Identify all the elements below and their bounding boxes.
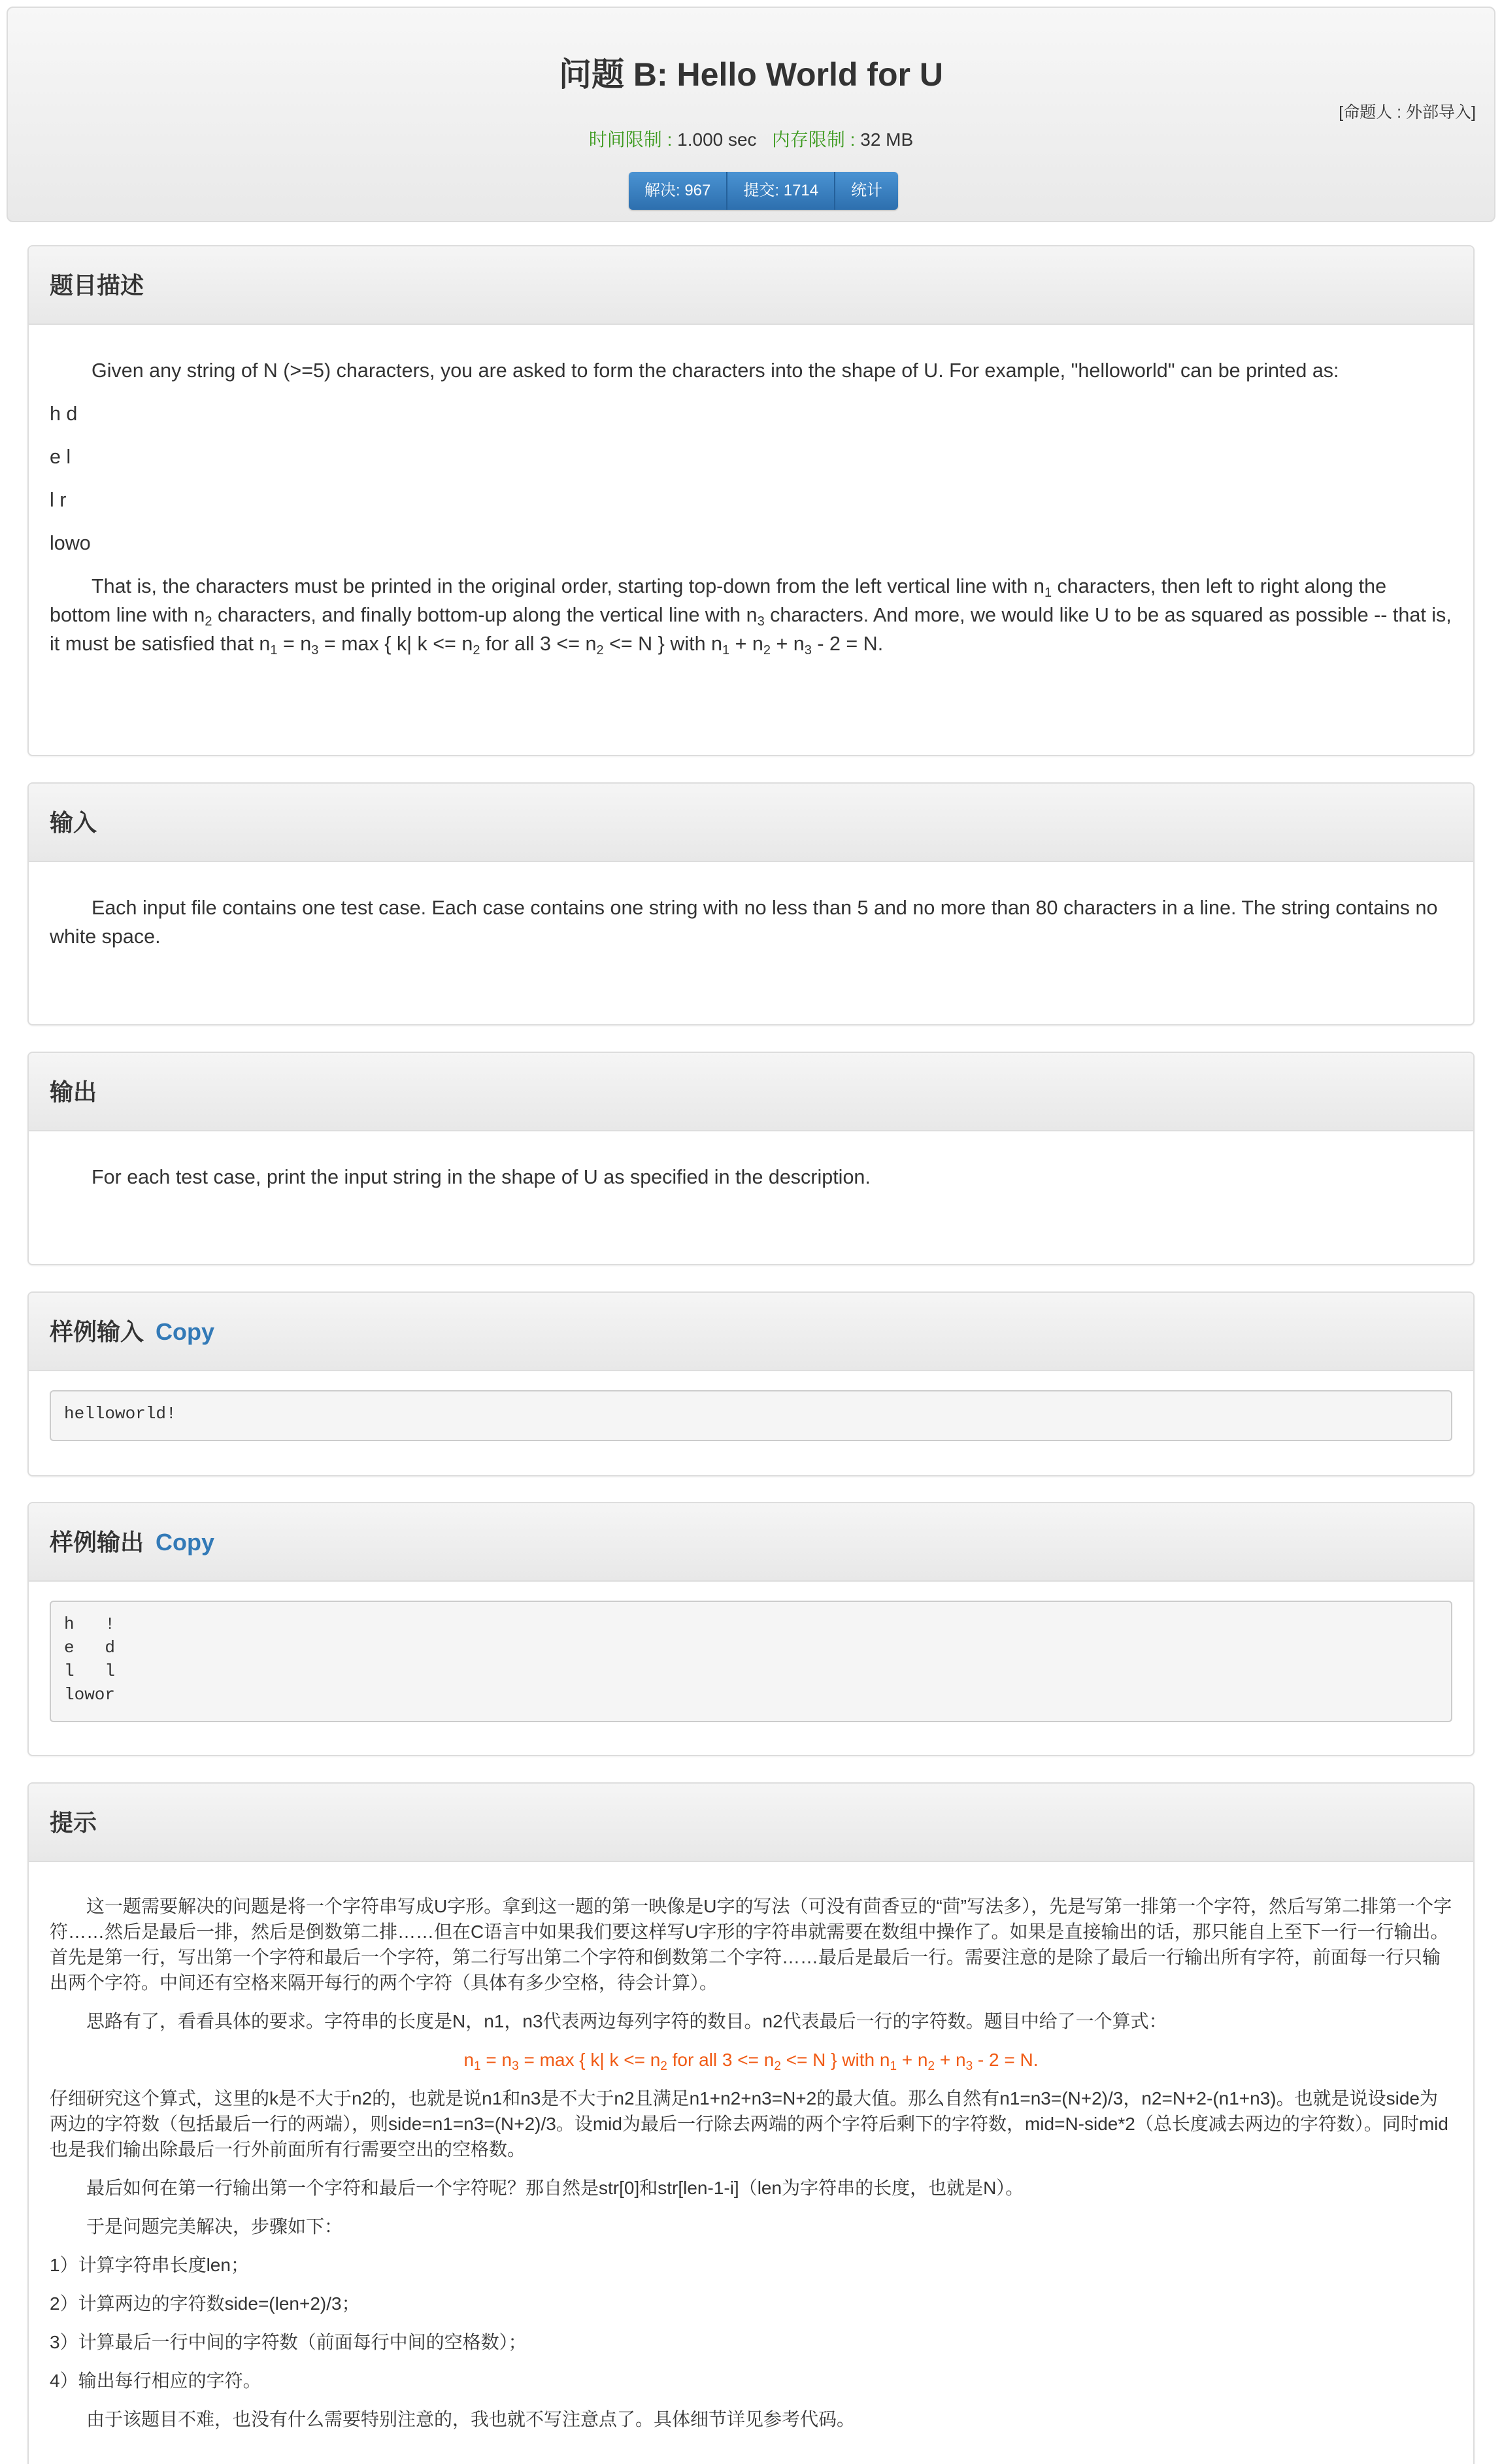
subscript: 3	[512, 2059, 519, 2073]
hint-step: 1）计算字符串长度len；	[50, 2255, 249, 2275]
hint-paragraph: 这一题需要解决的问题是将一个字符串写成U字形。拿到这一题的第一映像是U字的写法（可没有茴香豆的“茴”写法多），先是写第一排第一个字符，然后写第二排第一个字符……然后是最后一排，然后是倒数第二排……但在C语言中如果我们要这样写U字形的字符串就需要在数组中操作了。如果是直接输出的话，那只能自上至下一行一行输出。首先是第一行，写出第一个字符和最后一个字符，第二行写出第二个字符和倒数第二个字符……最后是最后一行。需要注意的是除了最后一行输出所有字符，前面每一行只输出两个字符。中间还有空格来隔开每行的两个字符（具体有多少空格，待会计算）。	[50, 1896, 1452, 1993]
memory-limit-value: 32 MB	[860, 129, 914, 150]
subscript: 1	[722, 643, 730, 658]
text-run: + n	[771, 633, 805, 655]
output-text: For each test case, print the input string in the shape of U as specified in the description.	[92, 1166, 871, 1188]
text-run: = max { k| k <= n	[518, 2050, 661, 2070]
statistics-button[interactable]: 统计	[835, 172, 898, 210]
text-run: - 2 = N.	[811, 633, 884, 655]
input-heading: 输入	[29, 784, 1473, 862]
hint-paragraph: 思路有了，看看具体的要求。字符串的长度是N，n1，n3代表两边每列字符的数目。n2代表最后一行的字符数。题目中给了一个算式：	[86, 2011, 1167, 2031]
hint-paragraph: 最后如何在第一行输出第一个字符和最后一个字符呢？那自然是str[0]和str[len-1-i]（len为字符串的长度，也就是N）。	[86, 2178, 1024, 2198]
output-panel	[27, 1052, 1475, 1265]
text-run: characters, then left to right along the bottom line with n	[50, 575, 1387, 626]
hint-panel	[27, 1782, 1475, 2464]
stats-button-group	[629, 172, 898, 210]
subscript: 1	[890, 2059, 897, 2073]
text-run: = n	[480, 2050, 512, 2070]
subscript: 3	[804, 643, 812, 658]
input-text: Each input file contains one test case. Each case contains one string with no less than 5 and no more than 80 characters in a line. The string contains no white space.	[50, 897, 1438, 948]
text-run: <= N } with n	[603, 633, 723, 655]
example-line: l r	[50, 489, 67, 511]
hint-paragraph: 由于该题目不难，也没有什么需要特别注意的，我也就不写注意点了。具体细节详见参考代码。	[86, 2409, 856, 2429]
problem-header	[7, 7, 1495, 222]
sample-input-panel	[27, 1291, 1475, 1476]
subscript: 2	[927, 2059, 935, 2073]
subscript: 2	[660, 2059, 667, 2073]
text-run: + n	[729, 633, 763, 655]
hint-body	[29, 1862, 1473, 2432]
subscript: 3	[965, 2059, 973, 2073]
description-body	[29, 325, 1473, 658]
solved-button[interactable]: 解决: 967	[629, 172, 727, 210]
hint-paragraph: 仔细研究这个算式，这里的k是不大于n2的，也就是说n1和n3是不大于n2且满足n1+n2+n3=N+2的最大值。那么自然有n1=n3=(N+2)/3，n2=N+2-(n1+n3)。也就是说设side为两边的字符数（包括最后一行的两端），则side=n1=n3=(N+2)/3。设mid为最后一行除去两端的两个字符后剩下的字符数，mid=N-side*2（总长度减去两边的字符数）。同时mid也是我们输出除最后一行外前面所有行需要空出的空格数。	[50, 2088, 1448, 2159]
subscript: 1	[1044, 586, 1052, 600]
input-panel	[27, 782, 1475, 1025]
problem-title: 问题 B: Hello World for U	[559, 56, 943, 93]
copy-sample-output-link[interactable]: Copy	[156, 1529, 215, 1556]
subscript: 2	[473, 643, 480, 658]
limits-line	[8, 125, 1494, 152]
text-run: characters, and finally bottom-up along the vertical line with n	[212, 604, 758, 626]
subscript: 2	[774, 2059, 781, 2073]
text-run: <= N } with n	[780, 2050, 890, 2070]
example-line: lowo	[50, 532, 91, 554]
text-run: characters. And more, we would like U to be as squared as possible -- that is, it must be satisfied that n	[50, 604, 1452, 655]
time-limit-label: 时间限制 :	[588, 129, 673, 150]
time-limit-value: 1.000 sec	[677, 129, 757, 150]
description-explanation	[50, 572, 1452, 658]
output-heading: 输出	[29, 1053, 1473, 1131]
sample-input-title: 样例输入	[50, 1318, 144, 1345]
sample-output-body	[29, 1582, 1473, 1722]
text-run: = max { k| k <= n	[318, 633, 473, 655]
subscript: 3	[311, 643, 319, 658]
sample-output-title: 样例输出	[50, 1529, 144, 1556]
hint-step: 4）输出每行相应的字符。	[50, 2371, 261, 2391]
output-body	[29, 1131, 1473, 1191]
sample-input-heading	[29, 1293, 1473, 1371]
hint-step: 3）计算最后一行中间的字符数（前面每行中间的空格数）；	[50, 2332, 527, 2352]
hint-formula	[50, 2047, 1452, 2073]
text-run: + n	[935, 2050, 966, 2070]
text-run: = n	[277, 633, 312, 655]
example-line: h d	[50, 403, 78, 425]
text-run: for all 3 <= n	[667, 2050, 775, 2070]
description-panel	[27, 245, 1475, 756]
subscript: 1	[270, 643, 278, 658]
subscript: 2	[205, 614, 212, 629]
text-run: - 2 = N.	[973, 2050, 1039, 2070]
text-run: That is, the characters must be printed in the original order, starting top-down from the left vertical line with n	[92, 575, 1044, 597]
description-heading: 题目描述	[29, 246, 1473, 325]
text-run: n	[463, 2050, 475, 2070]
subscript: 2	[596, 643, 604, 658]
author-label: [命题人 : 外部导入]	[1339, 103, 1476, 122]
hint-paragraph: 于是问题完美解决，步骤如下：	[86, 2216, 343, 2237]
description-intro: Given any string of N (>=5) characters, you are asked to form the characters into the shape of U. For example, "helloworld" can be printed as:	[92, 359, 1339, 382]
input-body	[29, 862, 1473, 951]
subscript: 2	[763, 643, 771, 658]
text-run: + n	[897, 2050, 928, 2070]
sample-output-heading	[29, 1503, 1473, 1582]
sample-input-code[interactable]: helloworld!	[50, 1390, 1452, 1441]
hint-step: 2）计算两边的字符数side=(len+2)/3；	[50, 2293, 360, 2314]
copy-sample-input-link[interactable]: Copy	[156, 1318, 215, 1345]
sample-input-body	[29, 1371, 1473, 1441]
memory-limit-label: 内存限制 :	[771, 129, 856, 150]
sample-output-code[interactable]: h ! e d l l lowor	[50, 1601, 1452, 1722]
text-run: for all 3 <= n	[480, 633, 597, 655]
subscript: 1	[474, 2059, 481, 2073]
subscript: 3	[757, 614, 765, 629]
example-line: e l	[50, 446, 71, 468]
hint-heading: 提示	[29, 1784, 1473, 1862]
submit-button[interactable]: 提交: 1714	[727, 172, 835, 210]
sample-output-panel	[27, 1502, 1475, 1756]
